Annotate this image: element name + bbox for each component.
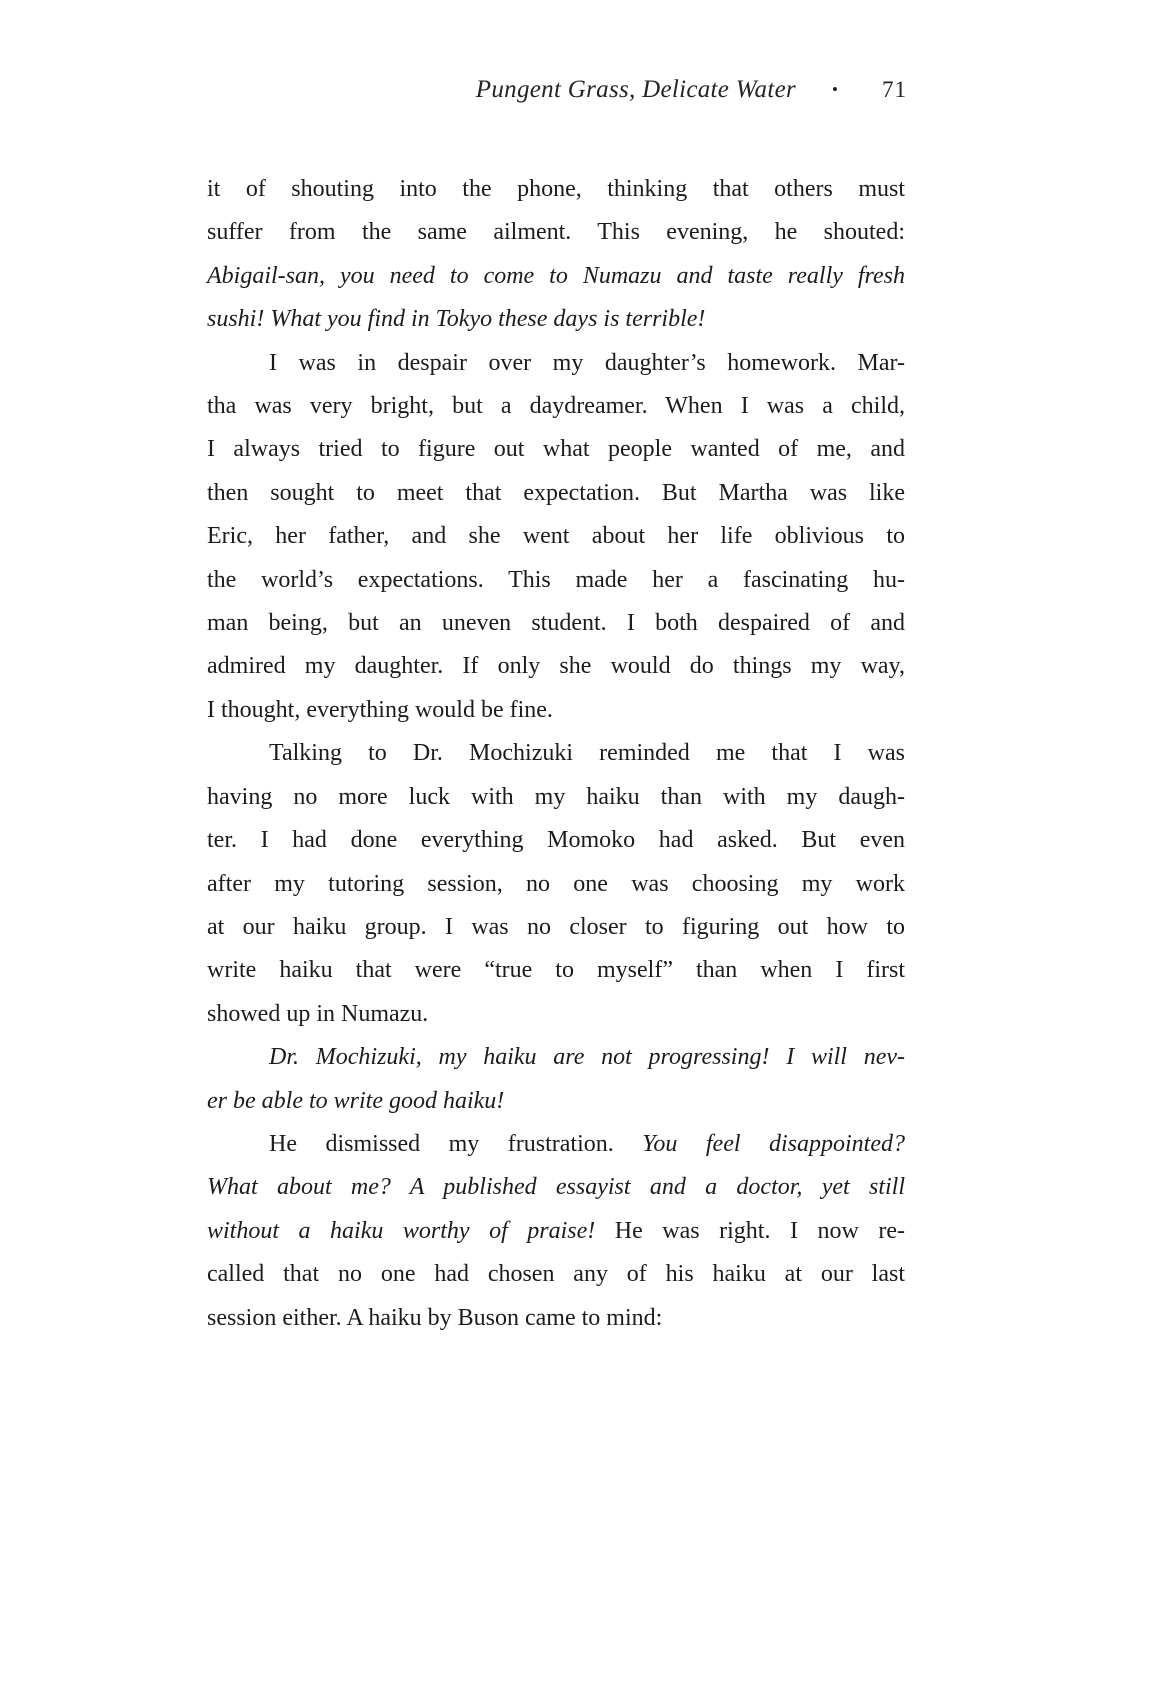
text-line [207, 602, 905, 645]
text-line [207, 472, 905, 515]
text-line [207, 1036, 905, 1079]
text-line [207, 819, 905, 862]
text-line [207, 1297, 905, 1340]
paragraph [207, 168, 905, 342]
text-line [207, 863, 905, 906]
text-segment: He dismissed my frustration. [269, 1130, 643, 1157]
text-line [207, 906, 905, 949]
text-line [207, 255, 905, 298]
text-segment: at our haiku group. I was no closer to figuring out how to [207, 913, 905, 940]
text-segment: ter. I had done everything Momoko had asked. But even [207, 827, 905, 854]
italic-text-segment: sushi! What you find in Tokyo these days is terrible! [207, 306, 706, 333]
text-line [207, 211, 905, 254]
italic-text-segment: er be able to write good haiku! [207, 1087, 505, 1114]
text-line [207, 1210, 905, 1253]
text-segment: I always tried to figure out what people wanted of me, and [207, 436, 905, 463]
text-line [207, 1166, 905, 1209]
running-head [207, 76, 907, 104]
text-segment: then sought to meet that expectation. But Martha was like [207, 479, 905, 506]
text-line [207, 428, 905, 471]
page-number: 71 [882, 77, 907, 102]
text-line [207, 1253, 905, 1296]
text-line [207, 949, 905, 992]
text-segment: the world’s expectations. This made her a fascinating hu- [207, 566, 905, 593]
text-segment: Talking to Dr. Mochizuki reminded me that I was [269, 740, 905, 767]
text-line [207, 993, 905, 1036]
text-line [207, 298, 905, 341]
text-segment: called that no one had chosen any of his haiku at our last [207, 1261, 905, 1288]
text-line [207, 689, 905, 732]
text-segment: Eric, her father, and she went about her life oblivious to [207, 523, 905, 550]
italic-text-segment: Dr. Mochizuki, my haiku are not progressing! I will nev- [269, 1044, 905, 1071]
text-segment: showed up in Numazu. [207, 1000, 429, 1027]
italic-text-segment: You feel disappointed? [642, 1130, 905, 1157]
italic-text-segment: Abigail-san, you need to come to Numazu and taste really fresh [207, 262, 905, 289]
italic-text-segment: What about me? A published essayist and a doctor, yet still [207, 1174, 905, 1201]
paragraph [207, 1036, 905, 1123]
text-segment: admired my daughter. If only she would do things my way, [207, 653, 905, 680]
text-segment: tha was very bright, but a daydreamer. When I was a child, [207, 393, 905, 420]
italic-text-segment: without a haiku worthy of praise! [207, 1217, 596, 1244]
text-line [207, 559, 905, 602]
text-segment: after my tutoring session, no one was choosing my work [207, 870, 905, 897]
text-segment: man being, but an uneven student. I both despaired of and [207, 610, 905, 637]
text-line [207, 342, 905, 385]
text-line [207, 645, 905, 688]
paragraph [207, 1123, 905, 1340]
text-line [207, 732, 905, 775]
text-segment: I thought, everything would be fine. [207, 696, 553, 723]
text-segment: session either. A haiku by Buson came to mind: [207, 1304, 663, 1331]
text-line [207, 168, 905, 211]
text-line [207, 1123, 905, 1166]
running-head-title: Pungent Grass, Delicate Water [475, 76, 797, 103]
text-segment: suffer from the same ailment. This evening, he shouted: [207, 219, 905, 246]
separator-dot: • [832, 80, 838, 99]
text-line [207, 776, 905, 819]
text-segment: having no more luck with my haiku than with my daugh- [207, 783, 905, 810]
text-segment: write haiku that were “true to myself” than when I first [207, 957, 905, 984]
text-line [207, 1080, 905, 1123]
page-body [207, 168, 905, 1340]
text-segment: He was right. I now re- [595, 1217, 905, 1244]
text-line [207, 515, 905, 558]
text-line [207, 385, 905, 428]
text-segment: I was in despair over my daughter’s homework. Mar- [269, 349, 905, 376]
paragraph [207, 342, 905, 733]
paragraph [207, 732, 905, 1036]
text-segment: it of shouting into the phone, thinking that others must [207, 176, 905, 202]
